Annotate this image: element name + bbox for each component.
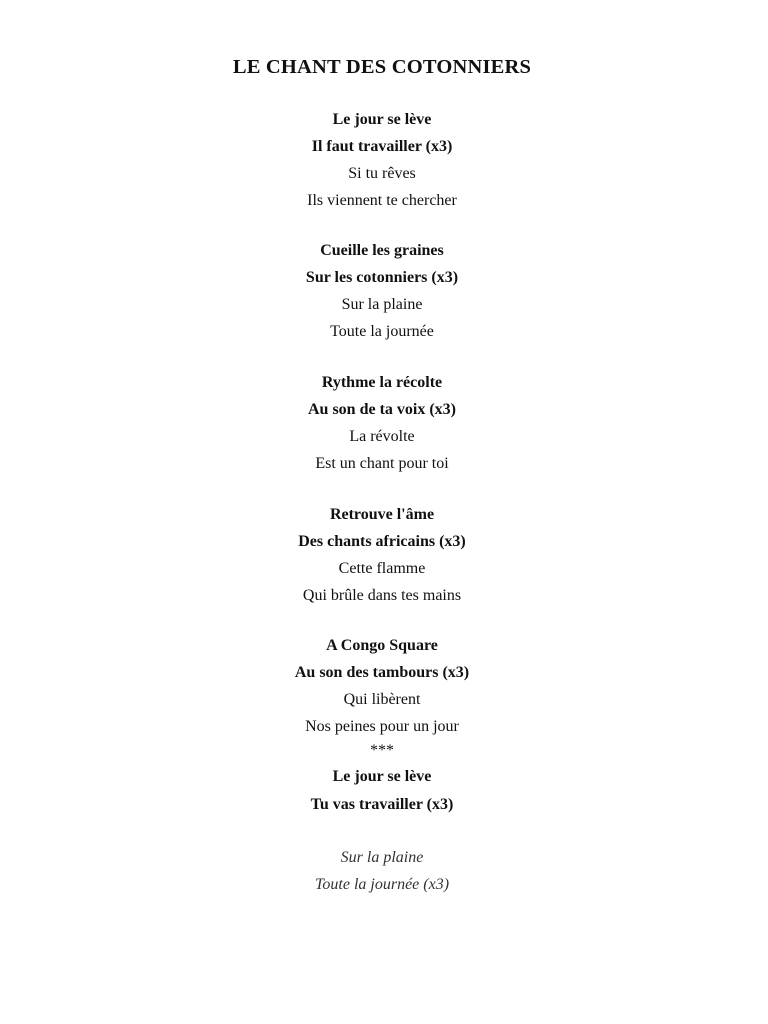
verse-2-line-3: Sur la plaine <box>341 296 423 313</box>
verse-2-line-2: Sur les cotonniers (x3) <box>305 269 459 286</box>
verse-4-line-1: Retrouve l'âme <box>329 506 435 523</box>
verse-5-line-1: A Congo Square <box>326 637 438 654</box>
song-title: LE CHANT DES COTONNIERS <box>232 56 532 78</box>
verse-2-line-1: Cueille les graines <box>320 242 444 259</box>
verse-5-line-4: Nos peines pour un jour <box>305 718 459 735</box>
verse-4-line-4: Qui brûle dans tes mains <box>302 587 462 604</box>
verse-1-line-2: Il faut travailler (x3) <box>311 138 453 155</box>
verse-3-line-1: Rythme la récolte <box>321 374 443 391</box>
verse-4-line-2: Des chants africains (x3) <box>298 533 466 550</box>
verse-3-line-4: Est un chant pour toi <box>315 455 449 472</box>
refrain-line-1: Sur la plaine <box>340 849 424 866</box>
verse-1-line-4: Ils viennent te chercher <box>307 192 457 209</box>
verse-5-line-7: Tu vas travailler (x3) <box>310 796 454 813</box>
verse-2-line-4: Toute la journée <box>330 323 434 340</box>
section-separator: *** <box>370 742 394 759</box>
verse-5-line-3: Qui libèrent <box>343 691 421 708</box>
verse-5-line-2: Au son des tambours (x3) <box>294 664 470 681</box>
verse-3-line-2: Au son de ta voix (x3) <box>307 401 456 418</box>
verse-4-line-3: Cette flamme <box>338 560 426 577</box>
verse-5-line-6: Le jour se lève <box>332 768 432 785</box>
refrain-line-2: Toute la journée (x3) <box>314 876 450 893</box>
verse-1-line-3: Si tu rêves <box>348 165 416 182</box>
verse-3-line-3: La révolte <box>349 428 415 445</box>
verse-1-line-1: Le jour se lève <box>332 111 432 128</box>
